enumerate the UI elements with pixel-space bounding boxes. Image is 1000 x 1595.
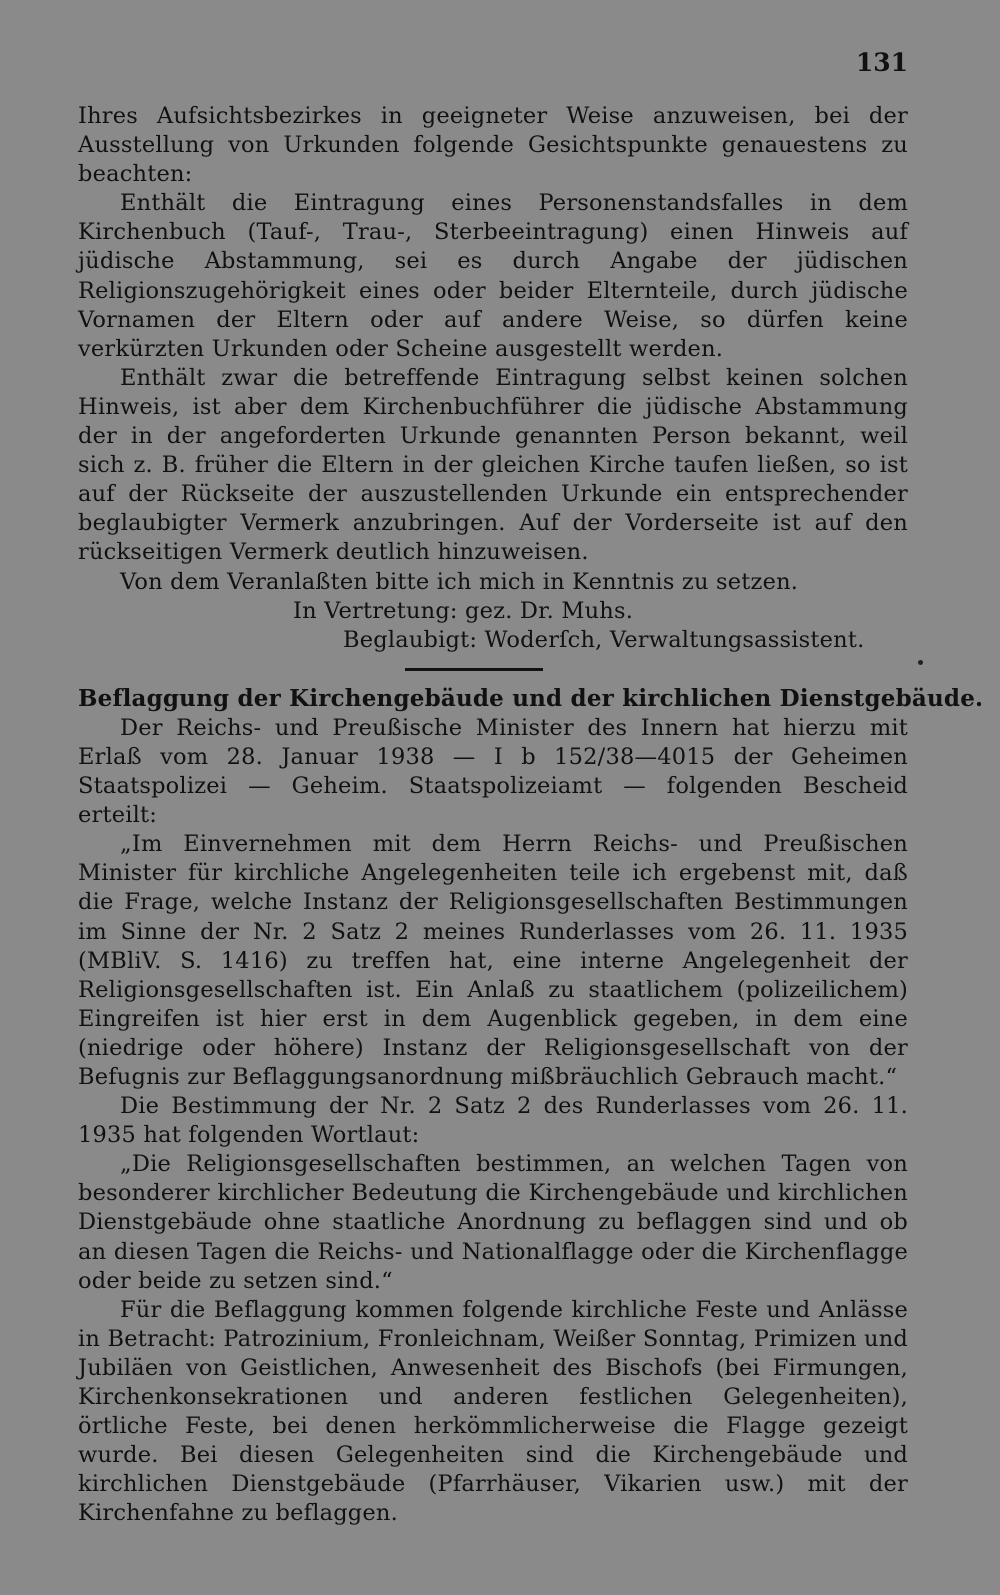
paragraph-regulation: Die Bestimmung der Nr. 2 Satz 2 des Runderlasses vom 26. 11. 1935 hat folgenden Wortlaut:	[78, 1093, 908, 1149]
page-number: 131	[855, 48, 908, 77]
text-block	[78, 102, 984, 1529]
certification-line: Beglaubigt: Woderſch, Verwaltungsassistent.	[343, 626, 865, 653]
paragraph-intro: Ihres Aufsichtsbezirkes in geeigneter Weise anzuweisen, bei der Ausstellung von Urkunden folgende Gesichtspunkte genauestens zu beachten:	[78, 103, 908, 188]
paragraph-occasions: Für die Beflaggung kommen folgende kirchliche Feste und Anlässe in Betracht: Patrozinium, Fronleichnam, Weißer Sonntag, Primizen und Jubiläen von Geistlichen, Anwesenheit des Bischofs (bei Firmungen, Kirchenkonsekrationen und anderen festlichen Gelegenheiten), örtliche Feste, bei denen herkömmlicherweise die Flagge gezeigt wurde. Bei diesen Gelegenheiten sind die Kirchengebäude und kirchlichen Dienstgebäude (Pfarrhäuser, Vikarien usw.) mit der Kirchenfahne zu beflaggen.	[78, 1296, 908, 1527]
paragraph-request: Von dem Veranlaßten bitte ich mich in Kenntnis zu setzen.	[120, 568, 799, 595]
paragraph-decree: Der Reichs- und Preußische Minister des Innern hat hierzu mit Erlaß vom 28. Januar 1938 — I b 152/38—4015 der Geheimen Staatspolizei — Geheim. Staatspolizeiamt — folgenden Bescheid erteilt:	[78, 714, 908, 829]
paragraph-rule-1: Enthält die Eintragung eines Personenstandsfalles in dem Kirchenbuch (Tauf-, Trau-, Sterbeeintragung) einen Hinweis auf jüdische Abstammung, sei es durch Angabe der jüdischen Religionszugehörigkeit eines oder beider Elternteile, durch jüdische Vornamen der Eltern oder auf andere Weise, so dürfen keine verkürzten Urkunden oder Scheine ausgestellt werden.	[78, 190, 908, 362]
ink-speck	[918, 660, 923, 665]
paragraph-quote-1: „Im Einvernehmen mit dem Herrn Reichs- und Preußischen Minister für kirchliche Angelegenheiten teile ich ergebenst mit, daß die Frage, welche Instanz der Religionsgesellschaften Bestimmungen im Sinne der Nr. 2 Satz 2 meines Runderlasses vom 26. 11. 1935 (MBliV. S. 1416) zu treffen hat, eine interne Angelegenheit der Religionsgesellschaften ist. Ein Anlaß zu staatlichem (polizeilichem) Eingreifen ist hier erst in dem Augenblick gegeben, in dem eine (niedrige oder höhere) Instanz der Religionsgesellschaft von der Befugnis zur Beflaggungsanordnung mißbräuchlich Gebrauch macht.“	[78, 831, 908, 1090]
section-divider	[405, 668, 543, 671]
paragraph-quote-2: „Die Religionsgesellschaften bestimmen, an welchen Tagen von besonderer kirchlicher Bedeutung die Kirchengebäude und kirchlichen Dienstgebäude ohne staatliche Anordnung zu beflaggen sind und ob an diesen Tagen die Reichs- und Nationalflagge oder die Kirchenflagge oder beide zu setzen sind.“	[78, 1151, 908, 1294]
signature-line: In Vertretung: gez. Dr. Muhs.	[293, 597, 634, 624]
paragraph-rule-2: Enthält zwar die betreffende Eintragung selbst keinen solchen Hinweis, ist aber dem Kirchenbuchführer die jüdische Abstammung der in der angeforderten Urkunde genannten Person bekannt, weil sich z. B. früher die Eltern in der gleichen Kirche taufen ließen, so ist auf der Rückseite der auszustellenden Urkunde ein entsprechender beglaubigter Vermerk anzubringen. Auf der Vorderseite ist auf den rückseitigen Vermerk deutlich hinzuweisen.	[78, 364, 908, 566]
section-heading: Beflaggung der Kirchengebäude und der kirchlichen Dienstgebäude.	[78, 684, 984, 712]
